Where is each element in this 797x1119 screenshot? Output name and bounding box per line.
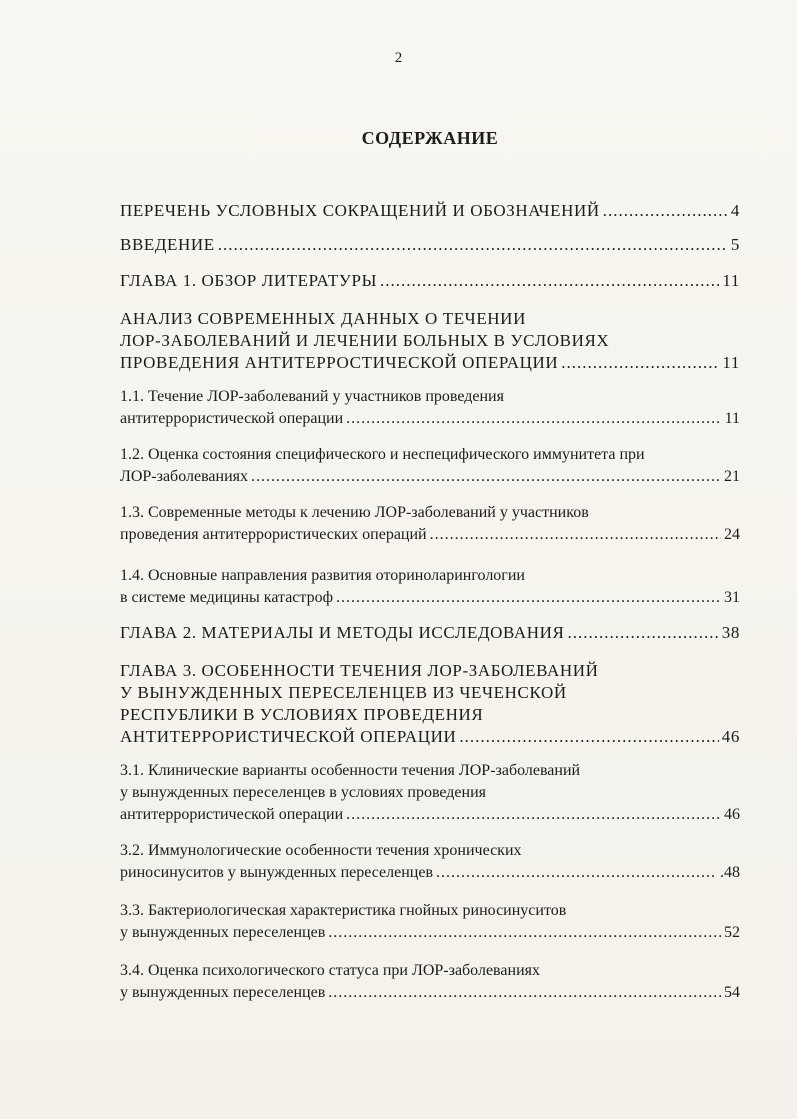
leader-dots <box>346 408 721 430</box>
toc-entry-text: антитеррористической операции <box>120 410 344 427</box>
leader-dots <box>328 922 721 944</box>
toc-entry-text: ГЛАВА 1. ОБЗОР ЛИТЕРАТУРЫ <box>120 271 378 290</box>
toc-entry-text: 3.3. Бактериологическая характеристика гнойных риносинуситов <box>120 902 567 919</box>
toc-entry-text: 3.4. Оценка психологического статуса при ЛОР-заболеваниях <box>120 962 540 979</box>
toc-page-number: 46 <box>721 727 740 746</box>
leader-dots <box>380 270 719 292</box>
toc-entry-1-1 <box>120 386 740 430</box>
toc-entry-text: ПЕРЕЧЕНЬ УСЛОВНЫХ СОКРАЩЕНИЙ И ОБОЗНАЧЕНИЙ <box>120 201 600 220</box>
toc-page-number: 11 <box>722 271 740 290</box>
toc-entry-chapter-2 <box>120 622 740 644</box>
toc-entry-text: антитеррористической операции <box>120 806 344 823</box>
toc-page-number: 31 <box>724 589 740 606</box>
toc-page-number: 5 <box>730 235 740 254</box>
toc-entry-text: ГЛАВА 2. МАТЕРИАЛЫ И МЕТОДЫ ИССЛЕДОВАНИЯ <box>120 623 565 642</box>
toc-entry-3-3 <box>120 900 740 944</box>
toc-entry-chapter-1 <box>120 270 740 292</box>
toc-entry-chapter-3 <box>120 660 740 748</box>
toc-page-number: 46 <box>724 806 740 823</box>
toc-entry-1-3 <box>120 502 740 546</box>
toc-page-number: 4 <box>730 201 740 220</box>
toc-entry-text: у вынужденных переселенцев <box>120 924 326 941</box>
toc-entry-analysis <box>120 308 740 374</box>
leader-dots <box>567 622 718 644</box>
toc-entry-text: 1.4. Основные направления развития оториноларингологии <box>120 567 525 584</box>
toc-entry-3-1 <box>120 760 740 826</box>
toc-entry-abbreviations <box>120 200 740 222</box>
toc-page-number: 24 <box>724 526 740 543</box>
toc-entry-text: У ВЫНУЖДЕННЫХ ПЕРЕСЕЛЕНЦЕВ ИЗ ЧЕЧЕНСКОЙ <box>120 683 567 702</box>
toc-entry-text: у вынужденных переселенцев <box>120 984 326 1001</box>
toc-entry-text: РЕСПУБЛИКИ В УСЛОВИЯХ ПРОВЕДЕНИЯ <box>120 705 484 724</box>
toc-entry-text: ПРОВЕДЕНИЯ АНТИТЕРРОСТИЧЕСКОЙ ОПЕРАЦИИ <box>120 353 559 372</box>
leader-dots <box>336 587 721 609</box>
toc-page-number: 52 <box>724 924 740 941</box>
leader-dots <box>328 982 721 1004</box>
toc-entry-text: риносинуситов у вынужденных переселенцев <box>120 864 434 881</box>
toc-entry-text: 1.3. Современные методы к лечению ЛОР-заболеваний у участников <box>120 504 589 521</box>
leader-dots <box>436 862 717 884</box>
toc-entry-1-2 <box>120 444 740 488</box>
toc-page-number: 11 <box>722 353 740 372</box>
leader-dots <box>459 726 718 748</box>
toc-entry-text: проведения антитеррористических операций <box>120 526 427 543</box>
toc-entry-text: 3.1. Клинические варианты особенности течения ЛОР-заболеваний <box>120 762 581 779</box>
toc-page-number: .48 <box>720 864 740 881</box>
toc-entry-introduction <box>120 234 740 256</box>
page-number: 2 <box>394 50 403 66</box>
leader-dots <box>430 524 721 546</box>
toc-entry-text: АНТИТЕРРОРИСТИЧЕСКОЙ ОПЕРАЦИИ <box>120 727 457 746</box>
toc-entry-text: ЛОР-заболеваниях <box>120 468 248 485</box>
toc-page-number: 54 <box>724 984 740 1001</box>
toc-entry-3-2 <box>120 840 740 884</box>
toc-page-number: 11 <box>724 410 740 427</box>
toc-entry-text: 1.1. Течение ЛОР-заболеваний у участников проведения <box>120 388 504 405</box>
toc-entry-text: ЛОР-ЗАБОЛЕВАНИЙ И ЛЕЧЕНИИ БОЛЬНЫХ В УСЛОВИЯХ <box>120 331 610 350</box>
toc-entry-text: АНАЛИЗ СОВРЕМЕННЫХ ДАННЫХ О ТЕЧЕНИИ <box>120 309 526 328</box>
leader-dots <box>603 200 728 222</box>
leader-dots <box>251 466 721 488</box>
toc-entry-text: 3.2. Иммунологические особенности течения хронических <box>120 842 522 859</box>
toc-entry-1-4 <box>120 565 740 609</box>
leader-dots <box>218 234 728 256</box>
toc-page-number: 38 <box>721 623 740 642</box>
toc-entry-text: ГЛАВА 3. ОСОБЕННОСТИ ТЕЧЕНИЯ ЛОР-ЗАБОЛЕВАНИЙ <box>120 661 599 680</box>
toc-entry-text: у вынужденных переселенцев в условиях проведения <box>120 784 487 801</box>
toc-entry-text: в системе медицины катастроф <box>120 589 333 606</box>
toc-title: СОДЕРЖАНИЕ <box>361 128 499 148</box>
toc-entry-text: 1.2. Оценка состояния специфического и неспецифического иммунитета при <box>120 446 645 463</box>
leader-dots <box>561 352 719 374</box>
leader-dots <box>346 804 721 826</box>
toc-entry-3-4 <box>120 960 740 1004</box>
toc-page-number: 21 <box>724 468 740 485</box>
toc-entry-text: ВВЕДЕНИЕ <box>120 235 215 254</box>
